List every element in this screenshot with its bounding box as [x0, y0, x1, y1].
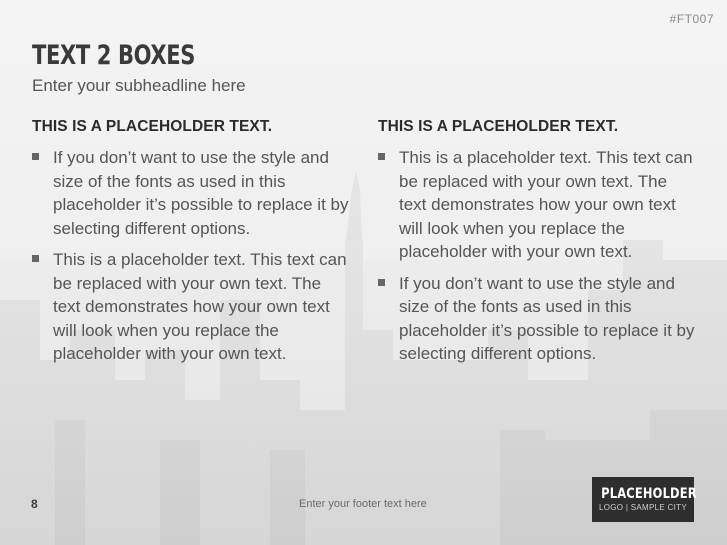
list-item-text: This is a placeholder text. This text can be replaced with your own text. The text demonstrates how your own text will look when you replace the placeholder with your own text.	[53, 250, 347, 363]
logo-tagline: LOGO | SAMPLE CITY	[599, 503, 687, 512]
square-bullet-icon	[378, 153, 385, 160]
square-bullet-icon	[32, 153, 39, 160]
column-heading: THIS IS A PLACEHOLDER TEXT.	[32, 118, 273, 135]
bullet-list	[378, 146, 698, 366]
logo-name: PLACEHOLDER	[601, 486, 697, 502]
square-bullet-icon	[32, 255, 39, 262]
list-item	[32, 146, 352, 240]
list-item-text: If you don’t want to use the style and size of the fonts as used in this placeholder it’s possible to replace it by selecting different options.	[399, 273, 695, 363]
page-number: 8	[31, 497, 38, 511]
footer-text: Enter your footer text here	[299, 498, 427, 510]
list-item	[32, 248, 352, 366]
bullet-list	[32, 146, 352, 366]
list-item-text: If you don’t want to use the style and size of the fonts as used in this placeholder it’s possible to replace it by selecting different options.	[53, 148, 349, 238]
text-box-right	[378, 118, 698, 374]
slide-subtitle: Enter your subheadline here	[32, 76, 246, 95]
slide-title: TEXT 2 BOXES	[32, 40, 195, 71]
column-heading: THIS IS A PLACEHOLDER TEXT.	[378, 118, 619, 135]
text-box-left	[32, 118, 352, 374]
list-item	[378, 146, 698, 264]
square-bullet-icon	[378, 279, 385, 286]
slide-code: #FT007	[669, 12, 714, 26]
logo	[592, 477, 697, 522]
list-item-text: This is a placeholder text. This text can be replaced with your own text. The text demonstrates how your own text will look when you replace the placeholder with your own text.	[399, 148, 693, 261]
list-item	[378, 272, 698, 366]
